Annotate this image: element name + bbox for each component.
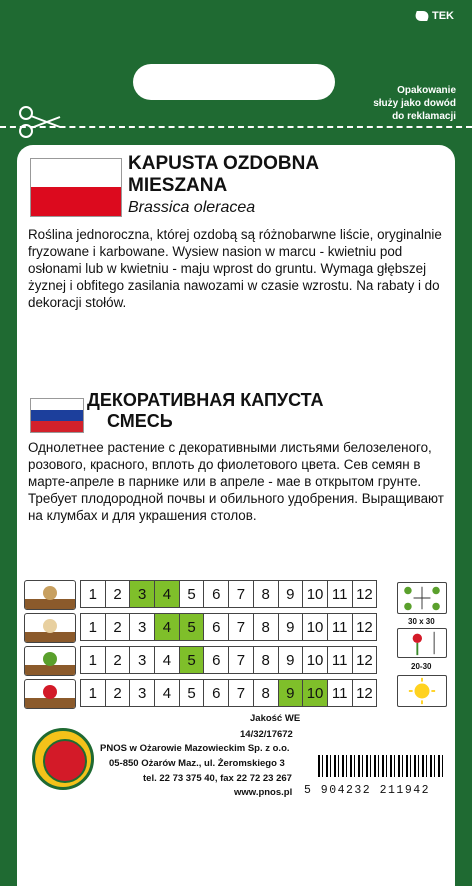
month-cell: 1 — [80, 646, 106, 674]
month-cell: 5 — [179, 679, 205, 707]
cut-line — [0, 126, 472, 128]
month-cell: 6 — [203, 580, 229, 608]
calendar-row-flowering — [24, 679, 394, 709]
poland-flag — [30, 158, 122, 217]
notice-line: Opakowanie — [397, 85, 456, 96]
month-cell: 9 — [278, 580, 304, 608]
scissors-icon — [18, 105, 62, 139]
month-cell: 1 — [80, 580, 106, 608]
calendar-row-planting-out — [24, 646, 394, 676]
sun-icon — [397, 675, 447, 707]
title-line: ДЕКОРАТИВНАЯ КАПУСТА — [87, 390, 324, 410]
company-address: 05-850 Ożarów Maz., ul. Żeromskiego 3 — [109, 758, 285, 769]
month-cell: 12 — [352, 679, 378, 707]
description-pl: Roślina jednoroczna, której ozdobą są różnobarwne liście, oryginalnie fryzowane i karbowane. Wysiew nasion w marcu - kwietniu pod osłonami lub w kwietniu - maju wprost do gruntu. Wymaga głębszej żyznej i obfitego zasilania nawozami w czasie wzrostu. Na rabaty i do dekoracji stołów. — [28, 227, 442, 310]
seedling-trowel-icon — [24, 646, 76, 676]
complaint-notice — [316, 84, 456, 123]
company-name: PNOS w Ożarowie Mazowieckim Sp. z o.o. — [100, 743, 290, 754]
spacing-icon — [397, 582, 447, 614]
product-code: 14/32/17672 — [240, 729, 293, 740]
month-cell: 4 — [154, 646, 180, 674]
brand-logo — [415, 10, 454, 22]
month-cell: 1 — [80, 679, 106, 707]
month-cell: 2 — [105, 580, 131, 608]
calendar-row-sowing-outdoor — [24, 613, 394, 643]
month-cell: 3 — [129, 646, 155, 674]
leaf-icon — [413, 11, 431, 21]
month-cell: 8 — [253, 646, 279, 674]
month-cell: 2 — [105, 613, 131, 641]
month-cell: 10 — [302, 613, 328, 641]
month-cell: 11 — [327, 580, 353, 608]
month-cell: 1 — [80, 613, 106, 641]
month-cell: 6 — [203, 679, 229, 707]
month-cell: 11 — [327, 646, 353, 674]
month-cell: 11 — [327, 613, 353, 641]
seed-packet-icon — [24, 613, 76, 643]
month-cell: 10 — [302, 679, 328, 707]
title-line: KAPUSTA OZDOBNA — [128, 153, 320, 174]
month-cell: 12 — [352, 646, 378, 674]
month-cell: 3 — [129, 613, 155, 641]
month-cell: 6 — [203, 646, 229, 674]
latin-name: Brassica oleracea — [128, 199, 256, 216]
greenhouse-icon — [24, 580, 76, 610]
month-cell: 5 — [179, 613, 205, 641]
month-cell: 8 — [253, 613, 279, 641]
month-cell: 7 — [228, 679, 254, 707]
month-cell: 12 — [352, 613, 378, 641]
notice-line: do reklamacji — [392, 111, 456, 122]
month-cell: 7 — [228, 646, 254, 674]
barcode — [318, 755, 446, 777]
website-link[interactable]: www.pnos.pl — [234, 787, 293, 798]
description-ru: Однолетнее растение с декоративными листьями белозеленого, розового, красного, вплоть до фиолетового цвета. Сев семян в марте-апреле в парнике или в апреле - мае в открытом грунте. Требует плодородной почвы и обильного удобрения. Выращивают на клумбах и для украшения столов. — [28, 440, 444, 523]
month-cell: 3 — [129, 580, 155, 608]
month-cell: 10 — [302, 646, 328, 674]
month-cell: 6 — [203, 613, 229, 641]
month-cell: 11 — [327, 679, 353, 707]
title-line: MIESZANA — [128, 175, 228, 196]
company-phone: tel. 22 73 375 40, fax 22 72 23 267 — [143, 773, 292, 784]
month-cell: 9 — [278, 646, 304, 674]
month-cell: 8 — [253, 580, 279, 608]
month-cell: 5 — [179, 646, 205, 674]
month-cell: 9 — [278, 679, 304, 707]
month-cell: 4 — [154, 580, 180, 608]
calendar-row-sowing-under-cover — [24, 580, 394, 610]
month-cell: 3 — [129, 679, 155, 707]
product-title-pl — [128, 153, 319, 197]
plant-height-icon — [397, 628, 447, 658]
brand-logo-text: TEK — [432, 10, 454, 22]
month-cell: 9 — [278, 613, 304, 641]
spacing-label: 30 x 30 — [408, 617, 435, 626]
month-cell: 8 — [253, 679, 279, 707]
month-cell: 4 — [154, 613, 180, 641]
pnos-seal-logo — [32, 728, 94, 790]
height-label: 20-30 — [411, 662, 432, 671]
month-cell: 2 — [105, 646, 131, 674]
flowers-icon — [24, 679, 76, 709]
month-cell: 2 — [105, 679, 131, 707]
month-cell: 7 — [228, 580, 254, 608]
month-cell: 5 — [179, 580, 205, 608]
product-title-ru — [87, 390, 324, 432]
notice-line: służy jako dowód — [373, 98, 456, 109]
barcode-number: 5 904232 211942 — [304, 784, 431, 797]
quality-label: Jakość WE — [250, 713, 301, 724]
month-cell: 7 — [228, 613, 254, 641]
hang-hole — [133, 64, 335, 100]
month-cell: 4 — [154, 679, 180, 707]
title-line: СМЕСЬ — [107, 411, 173, 431]
month-cell: 10 — [302, 580, 328, 608]
month-cell: 12 — [352, 580, 378, 608]
russia-flag — [30, 398, 84, 433]
